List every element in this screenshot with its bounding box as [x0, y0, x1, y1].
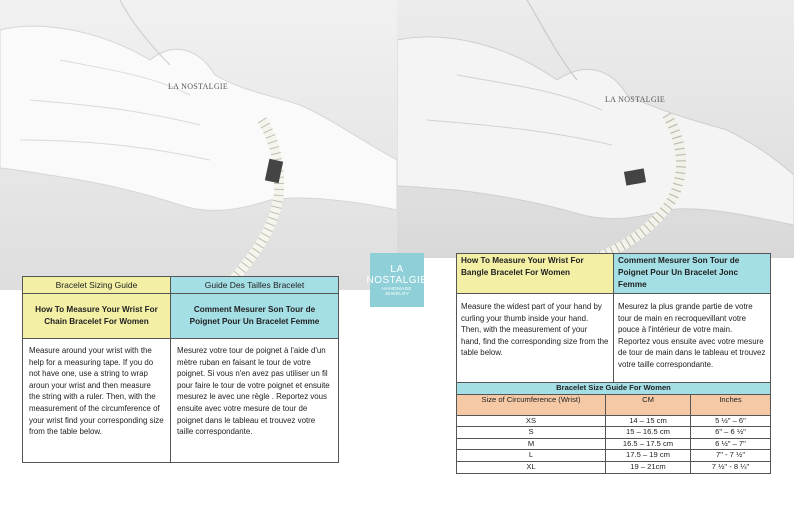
- sizing-guide-header-en: Bracelet Sizing Guide: [23, 277, 171, 294]
- bangle-measure-instructions-en: Measure the widest part of your hand by curling your thumb inside your hand. Then, with the measurement of your hand, find the corresponding size from the table below.: [457, 294, 614, 388]
- cm-cell: 17.5 – 19 cm: [606, 450, 691, 462]
- hand-photo-right: [397, 0, 794, 258]
- cm-column-header: CM: [606, 394, 691, 415]
- size-column-header: Size of Circumference (Wrist): [457, 394, 606, 415]
- table-row: [457, 438, 771, 450]
- hand-mannequin-illustration: [397, 0, 794, 258]
- inches-cell: 6" – 6 ½": [691, 427, 771, 439]
- size-guide-table: [456, 382, 771, 474]
- size-cell: L: [457, 450, 606, 462]
- table-row: [457, 450, 771, 462]
- cm-cell: 16.5 – 17.5 cm: [606, 438, 691, 450]
- chain-measure-instructions-fr: Mesurez votre tour de poignet à l'aide d'un mètre ruban en faisant le tour de votre poignet. Si vous n'en avez pas utiliser un fil pour faire le tour de votre poignet et ensuite mesurez le avec une règle . Reportez vous ensuite avec votre mesure de tour de poignet dans le tableau et trouvez votre taille correspondante.: [171, 339, 339, 463]
- cm-cell: 15 – 16.5 cm: [606, 427, 691, 439]
- cm-cell: 14 – 15 cm: [606, 415, 691, 427]
- table-row: [457, 427, 771, 439]
- size-cell: S: [457, 427, 606, 439]
- hand-mannequin-illustration: [0, 0, 397, 290]
- table-row: [457, 461, 771, 473]
- brand-logo: [366, 253, 428, 307]
- inches-cell: 5 ½" – 6": [691, 415, 771, 427]
- bangle-bracelet-guide-table: [456, 253, 771, 388]
- bangle-measure-title-fr: Comment Mesurer Son Tour de Poignet Pour Un Bracelet Jonc Femme: [614, 254, 771, 294]
- watermark-text: LA NOSTALGIE: [168, 82, 229, 91]
- size-guide-title: Bracelet Size Guide For Women: [457, 383, 771, 395]
- chain-measure-title-en: How To Measure Your Wrist For Chain Bracelet For Women: [23, 294, 171, 339]
- size-cell: XS: [457, 415, 606, 427]
- watermark-text: LA NOSTALGIE: [605, 95, 666, 104]
- inches-cell: 7 ½" - 8 ¼": [691, 461, 771, 473]
- size-cell: M: [457, 438, 606, 450]
- logo-title: LA NOSTALGIE: [366, 263, 428, 286]
- sizing-guide-header-fr: Guide Des Tailles Bracelet: [171, 277, 339, 294]
- chain-measure-instructions-en: Measure around your wrist with the help for a measuring tape. If you do not have one, use a string to wrap aroun your wrist and then measure the string with a ruler. Then, with the measurement of the circumference of your wrist find your corresponding size from the table below.: [23, 339, 171, 463]
- bangle-measure-title-en: How To Measure Your Wrist For Bangle Bracelet For Women: [457, 254, 614, 294]
- logo-subtitle: HANDMADE JEWELRY: [382, 286, 412, 297]
- table-row: [457, 415, 771, 427]
- chain-bracelet-guide-table: [22, 276, 339, 463]
- inches-column-header: Inches: [691, 394, 771, 415]
- size-cell: XL: [457, 461, 606, 473]
- cm-cell: 19 – 21cm: [606, 461, 691, 473]
- inches-cell: 6 ½" – 7": [691, 438, 771, 450]
- inches-cell: 7" - 7 ½": [691, 450, 771, 462]
- bangle-measure-instructions-fr: Mesurez la plus grande partie de votre tour de main en recroquevillant votre pouce à l'intérieur de votre main. Reportez vous ensuite avec votre mesure de tour de main dans le tableau et trouvez votre taille correspondante.: [614, 294, 771, 388]
- hand-photo-left: [0, 0, 397, 290]
- chain-measure-title-fr: Comment Mesurer Son Tour de Poignet Pour Un Bracelet Femme: [171, 294, 339, 339]
